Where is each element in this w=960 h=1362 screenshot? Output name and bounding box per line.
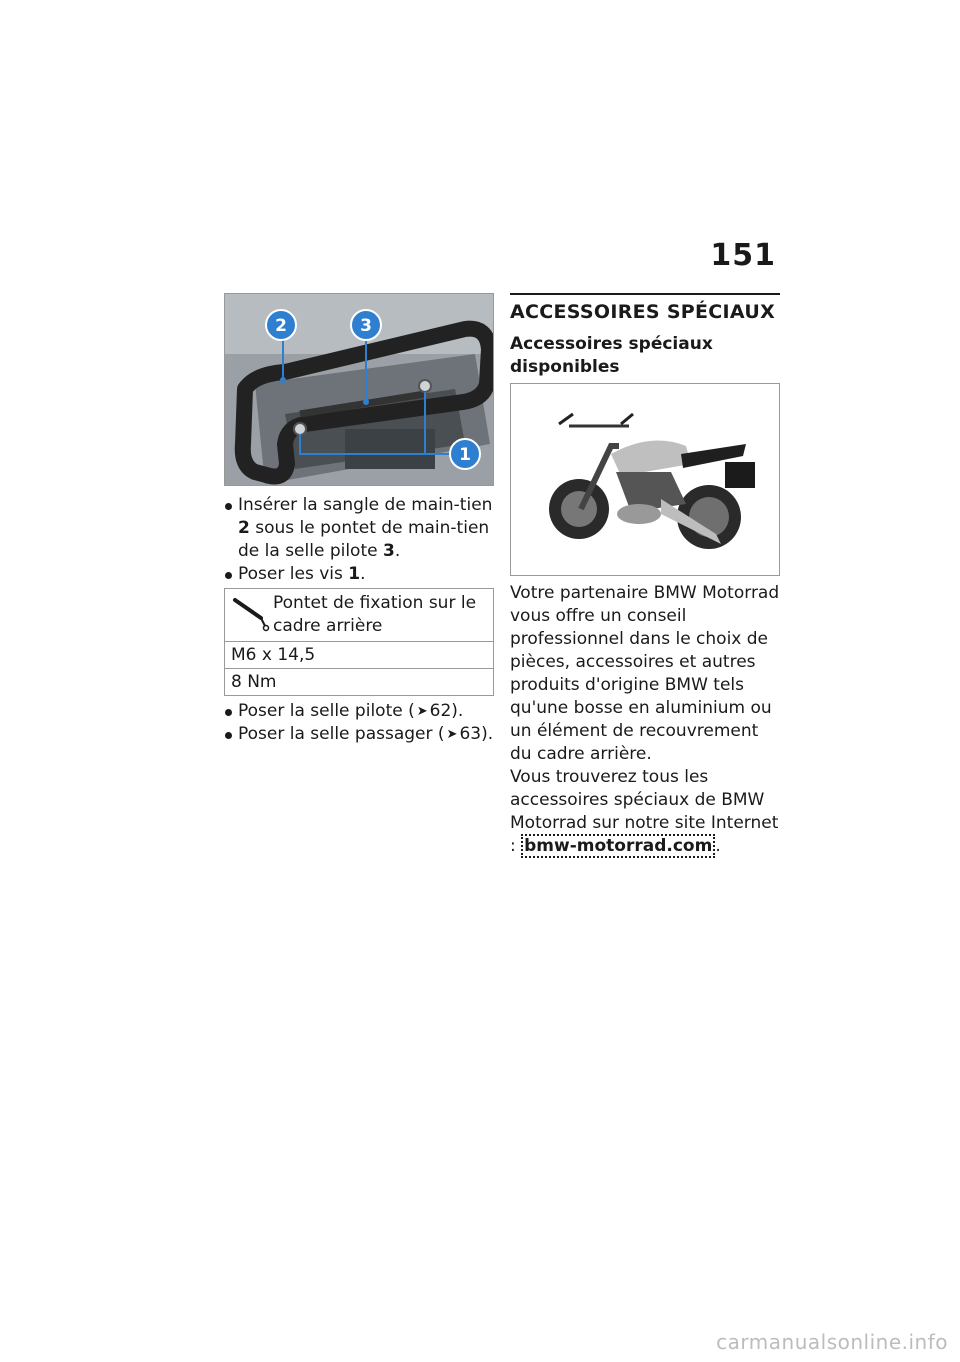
- torque-header: [225, 589, 494, 642]
- step-item: [224, 723, 494, 746]
- steps-list-a: [224, 494, 494, 586]
- section-title: ACCESSOIRES SPÉCIAUX: [510, 293, 780, 323]
- page-ref-link[interactable]: 63: [459, 724, 482, 744]
- callout-3: 3: [360, 316, 372, 336]
- step-item: [224, 494, 494, 563]
- step-text: .: [360, 564, 366, 584]
- step-item: [224, 700, 494, 723]
- step-text: ).: [451, 701, 464, 721]
- page-ref-link[interactable]: 62: [429, 701, 452, 721]
- callout-1: 1: [459, 445, 471, 465]
- callout-2: 2: [275, 316, 287, 336]
- bullet-icon: [225, 572, 232, 579]
- sub-title: Accessoires spéciaux disponibles: [510, 334, 713, 377]
- step-item: [224, 563, 494, 586]
- step-text: .: [394, 541, 401, 561]
- page-ref-arrow-icon: ➤: [416, 704, 428, 719]
- torque-size: M6 x 14,5: [225, 642, 494, 669]
- step-text: Poser les vis: [238, 564, 349, 584]
- page-number: 151: [710, 238, 776, 273]
- steps-list-b: [224, 700, 494, 746]
- torque-value: 8 Nm: [231, 672, 277, 692]
- right-column: [510, 293, 780, 858]
- step-text: sous le pontet de main-tien de la selle pilote: [238, 518, 490, 561]
- motorcycle-figure: [510, 383, 780, 576]
- step-ref: 3: [383, 541, 395, 561]
- step-text: Poser la selle pilote (: [238, 701, 415, 721]
- step-ref: 1: [348, 564, 361, 584]
- watermark: carmanualsonline.info: [716, 1330, 948, 1354]
- website-text: .: [715, 836, 721, 856]
- torque-wrench-icon: [231, 592, 273, 632]
- paragraph-website: [510, 766, 780, 858]
- torque-label: Pontet de fixation sur le cadre arrière: [273, 593, 477, 636]
- seat-strap-illustration: [225, 294, 494, 486]
- step-text: Insérer la sangle de main-tien: [238, 495, 493, 515]
- torque-table: [224, 588, 494, 696]
- left-column: [224, 293, 494, 746]
- motorcycle-illustration: [511, 384, 780, 576]
- step-text: Poser la selle passager (: [238, 724, 445, 744]
- bmw-motorrad-link[interactable]: bmw-motorrad.com: [521, 834, 715, 858]
- step-ref: 2: [238, 518, 250, 538]
- paragraph-partner: Votre partenaire BMW Motorrad vous offre un conseil professionnel dans le choix de pièces, accessoires et autres produits d'origine BMW tels qu'une bosse en aluminium ou un élément de recouvrement du cadre arrière.: [510, 583, 780, 764]
- seat-strap-figure: [224, 293, 494, 486]
- bullet-icon: [225, 732, 232, 739]
- page-ref-arrow-icon: ➤: [446, 727, 458, 742]
- bullet-icon: [225, 503, 232, 510]
- step-text: ).: [481, 724, 494, 744]
- bullet-icon: [225, 709, 232, 716]
- website-text: Vous trouverez tous les accessoires spéciaux de BMW Motorrad sur notre site Internet :: [510, 767, 779, 856]
